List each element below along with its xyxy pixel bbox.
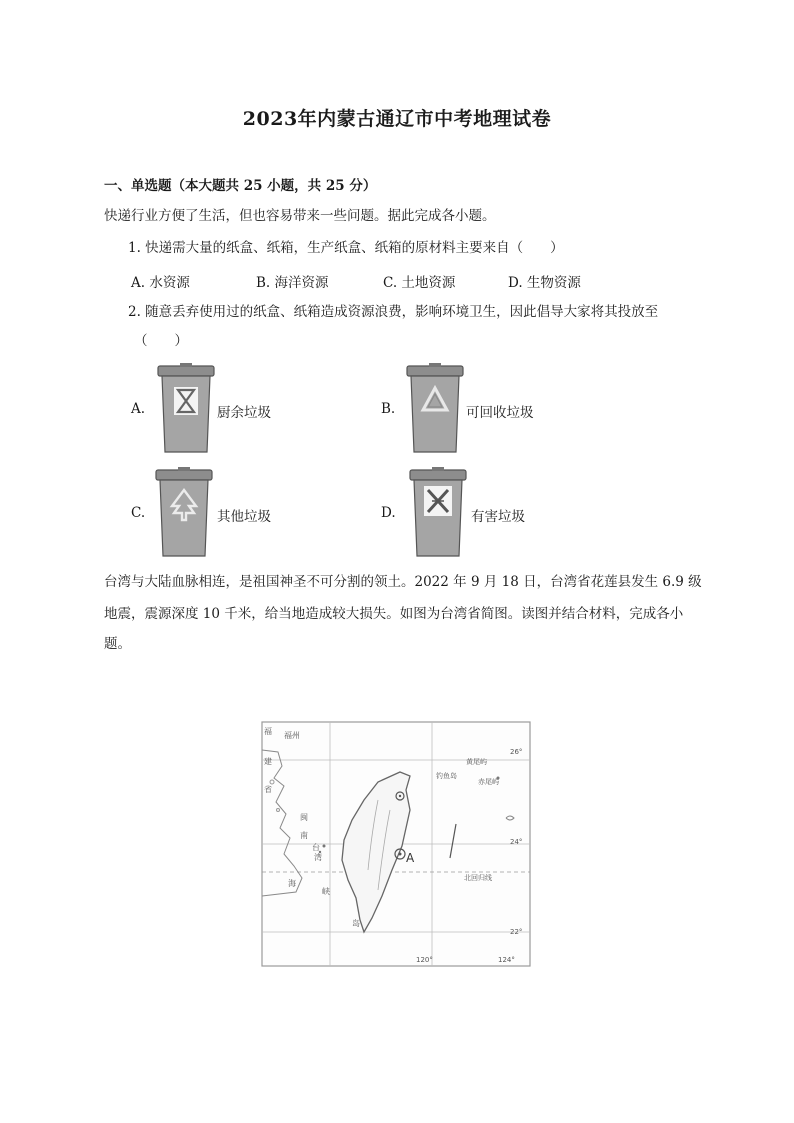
map-label-huangweiyu: 黄尾屿	[466, 758, 487, 766]
question-2-stem: 2. 随意丢弃使用过的纸盒、纸箱造成资源浪费，影响环境卫生，因此倡导大家将其投放至	[128, 304, 659, 320]
map-label-fuzhou: 福州	[284, 731, 300, 740]
map-label-lat24: 24°	[510, 838, 523, 846]
q2-option-c-label: 其他垃圾	[217, 509, 271, 525]
other-waste-bin[interactable]	[154, 466, 214, 558]
intro-text-1: 快递行业方便了生活，但也容易带来一些问题。据此完成各小题。	[104, 208, 496, 224]
map-label-point-a: A	[406, 851, 415, 865]
q2-option-a-label: 厨余垃圾	[217, 405, 271, 421]
q2-option-d-letter[interactable]: D.	[381, 505, 396, 521]
question-1-stem: 1. 快递需大量的纸盒、纸箱，生产纸盒、纸箱的原材料主要来自（ ）	[128, 240, 564, 256]
kitchen-waste-bin[interactable]	[156, 362, 216, 454]
map-label-lat22: 22°	[510, 928, 523, 936]
q2-option-b-label: 可回收垃圾	[466, 405, 534, 421]
map-label-jian: 建	[264, 757, 272, 766]
map-label-chiweiyu: 赤尾屿	[478, 778, 499, 786]
map-label-fu: 福	[264, 727, 272, 736]
q2-option-a-letter[interactable]: A.	[131, 401, 146, 417]
map-label-min: 闽	[300, 813, 308, 822]
map-label-lat26: 26°	[510, 748, 523, 756]
q2-option-c-letter[interactable]: C.	[131, 505, 146, 521]
map-label-dao: 岛	[352, 919, 360, 928]
map-label-sheng: 省	[264, 785, 272, 794]
q2-option-d-label: 有害垃圾	[471, 509, 525, 525]
hazardous-waste-bin[interactable]	[408, 466, 468, 558]
map-label-lon120: 120°	[416, 956, 433, 964]
map-label-hai: 海	[288, 879, 296, 888]
map-label-diaoyudao: 钓鱼岛	[436, 772, 457, 780]
intro-text-2-line-1: 台湾与大陆血脉相连，是祖国神圣不可分割的领土。2022 年 9 月 18 日，台湾省花莲县发生 6.9 级	[104, 574, 702, 590]
taiwan-map	[260, 720, 532, 968]
q2-option-b-letter[interactable]: B.	[381, 401, 396, 417]
q1-option-b[interactable]: B. 海洋资源	[256, 275, 329, 291]
q1-option-c[interactable]: C. 土地资源	[383, 275, 456, 291]
map-label-nan: 南	[300, 831, 308, 840]
map-label-tropic: 北回归线	[464, 874, 492, 882]
page-title: 2023年内蒙古通辽市中考地理试卷	[242, 108, 552, 130]
recyclable-waste-bin[interactable]	[405, 362, 465, 454]
intro-text-2-line-2: 地震，震源深度 10 千米，给当地造成较大损失。如图为台湾省简图。读图并结合材料，完成各小	[104, 606, 684, 622]
hazard-cross-icon	[424, 486, 452, 516]
q1-option-a[interactable]: A. 水资源	[131, 275, 190, 291]
q1-option-d[interactable]: D. 生物资源	[508, 275, 581, 291]
map-label-tai: 台	[312, 843, 320, 852]
question-2-stem-cont: （ ）	[134, 333, 188, 349]
map-label-xia: 峡	[322, 887, 330, 896]
map-label-wan: 湾	[314, 853, 322, 862]
hourglass-icon	[174, 387, 198, 415]
map-label-lon124: 124°	[498, 956, 515, 964]
section-heading: 一、单选题（本大题共 25 小题，共 25 分）	[104, 178, 377, 194]
intro-text-2-line-3: 题。	[104, 636, 131, 652]
